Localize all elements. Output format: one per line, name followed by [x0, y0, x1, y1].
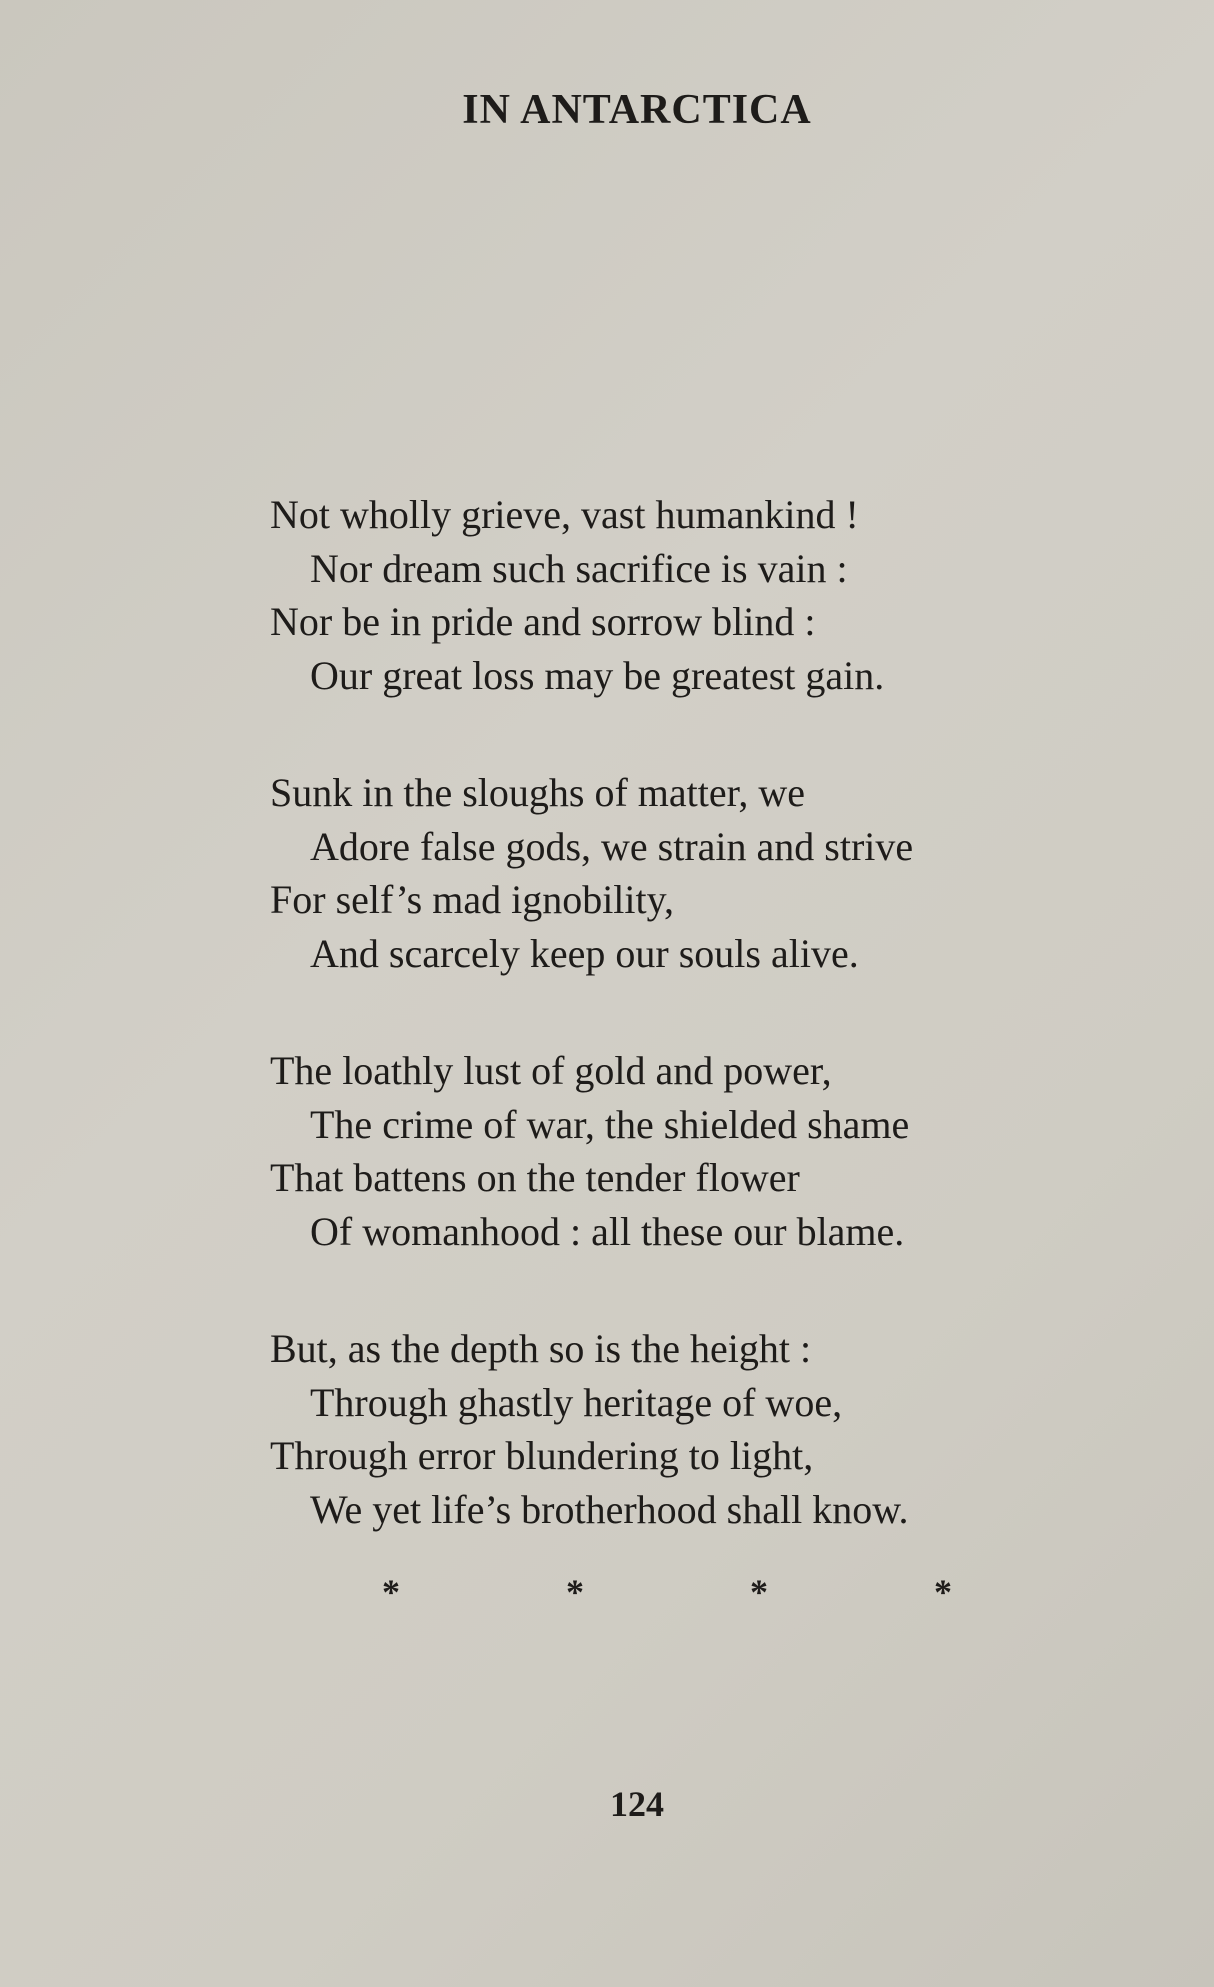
stanza-1	[270, 488, 1070, 702]
poem-line: Through error blundering to light,	[270, 1433, 814, 1478]
running-head: IN ANTARCTICA	[462, 87, 812, 133]
poem-line: Adore false gods, we strain and strive	[310, 823, 914, 869]
poem-line: The loathly lust of gold and power,	[270, 1048, 832, 1093]
poem-line: And scarcely keep our souls alive.	[310, 930, 859, 976]
stanza-2	[270, 766, 1070, 980]
asterisk-mark: *	[566, 1572, 584, 1612]
poem-line: Not wholly grieve, vast humankind !	[270, 492, 859, 537]
poem-line: Our great loss may be greatest gain.	[310, 652, 885, 698]
poem-line: That battens on the tender flower	[270, 1155, 800, 1200]
asterisk-mark: *	[750, 1572, 768, 1612]
poem-line: Nor dream such sacrifice is vain :	[310, 545, 848, 591]
poem-line: We yet life’s brotherhood shall know.	[310, 1486, 909, 1532]
poem	[270, 488, 1070, 1600]
poem-line: Of womanhood : all these our blame.	[310, 1208, 905, 1254]
poem-line: But, as the depth so is the height :	[270, 1326, 812, 1371]
poem-line: For self’s mad ignobility,	[270, 877, 675, 922]
asterisk-mark: *	[934, 1572, 952, 1612]
page-number: 124	[610, 1784, 664, 1824]
poem-line: Sunk in the sloughs of matter, we	[270, 770, 805, 815]
poem-line: Through ghastly heritage of woe,	[310, 1379, 843, 1425]
stanza-3	[270, 1044, 1070, 1258]
section-break	[0, 1572, 1214, 1612]
poem-line: The crime of war, the shielded shame	[310, 1101, 910, 1147]
poem-line: Nor be in pride and sorrow blind :	[270, 599, 816, 644]
stanza-4	[270, 1322, 1070, 1536]
asterisk-mark: *	[382, 1572, 400, 1612]
